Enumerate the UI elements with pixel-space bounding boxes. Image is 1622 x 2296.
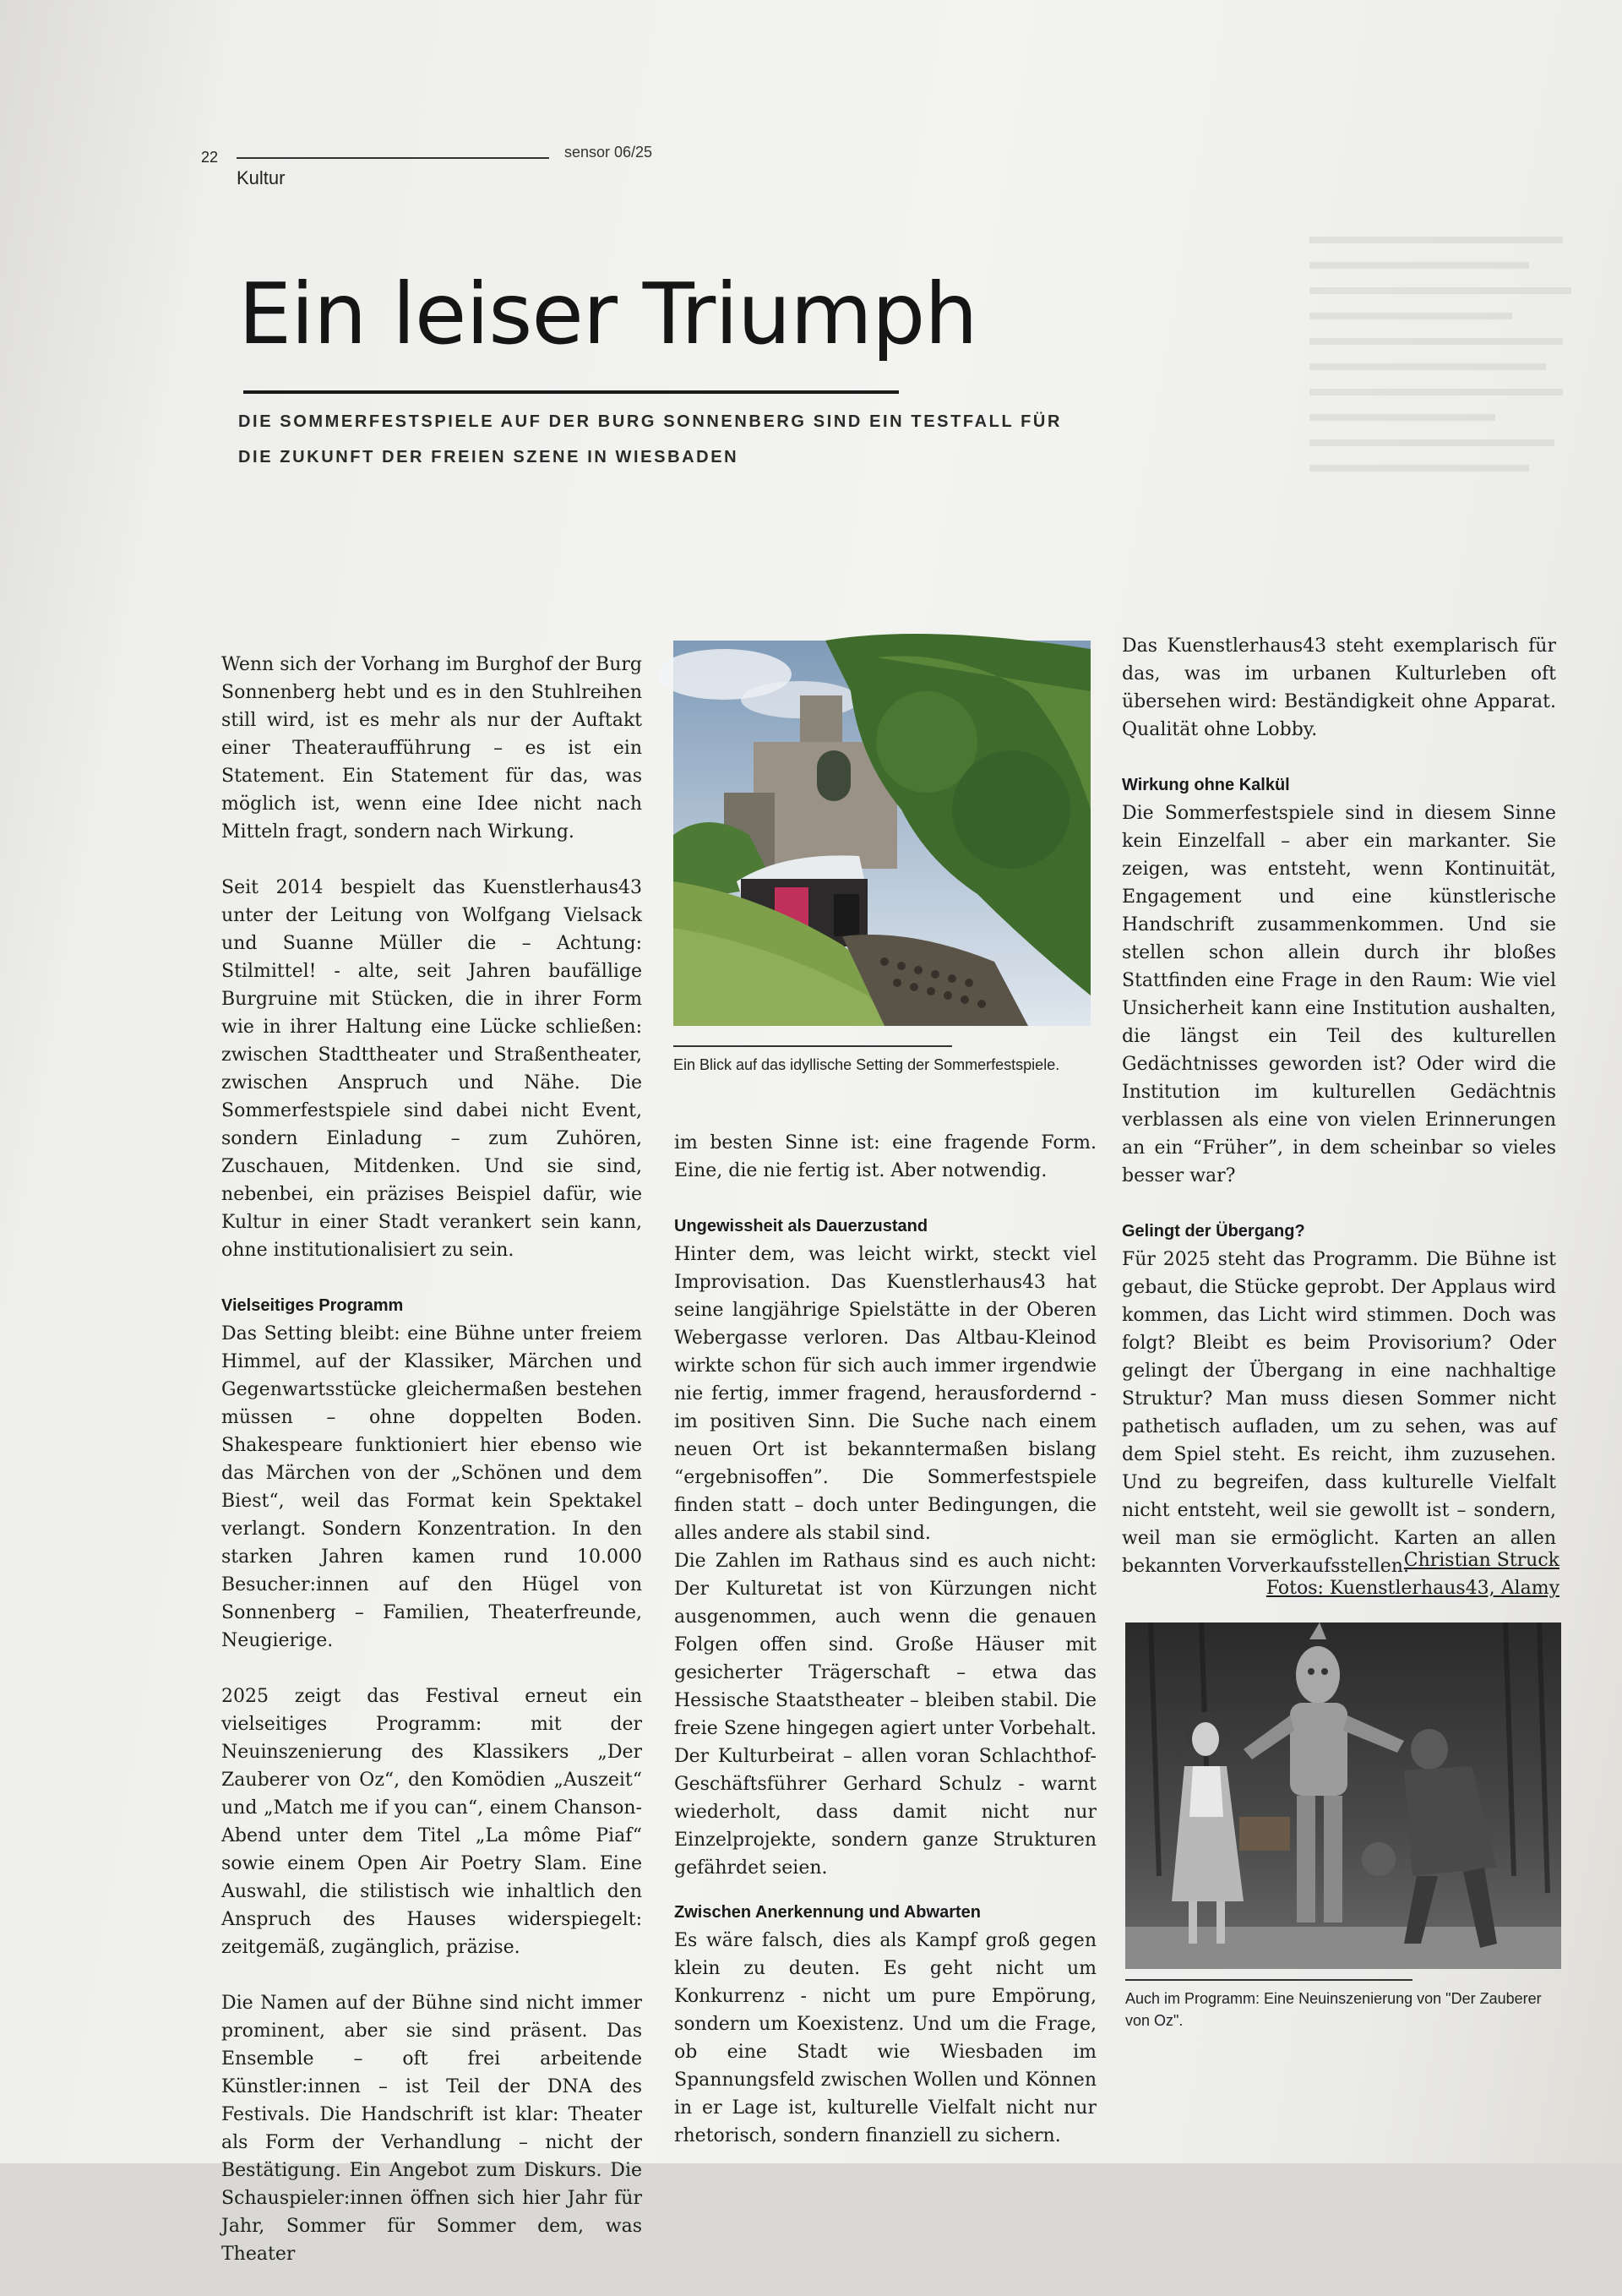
page-number: 22 — [201, 149, 219, 166]
paragraph: Wenn sich der Vorhang im Burghof der Burg Sonnenberg hebt und es in den Stuhlreihen still wird, ist es mehr als nur der Auftakt einer Theateraufführung – es ist ein Statement. Ein Statement für das, was möglich ist, wenn eine Idee nicht nach Mitteln fragt, sondern nach Wirkung. — [221, 654, 642, 843]
article-column-3 — [1122, 632, 1556, 1608]
caption-rule — [673, 1045, 952, 1047]
subheading: Vielseitiges Programm — [221, 1296, 404, 1315]
magazine-issue: sensor 06/25 — [564, 144, 653, 161]
article-headline: Ein leiser Triumph — [238, 265, 977, 363]
castle-stage-photo — [673, 641, 1091, 1026]
paragraph: 2025 zeigt das Festival erneut ein vielseitiges Programm: mit der Neuinszenierung des Klassikers „Der Zauberer von Oz“, den Komödien „Auszeit“ und „Match me if you can“, einem Chanson-Abend unter dem Titel „La môme Piaf“ sowie einem Open Air Poetry Slam. Eine Auswahl, die stilistisch wie inhaltlich den Anspruch des Hauses widerspiegelt: zeitgemäß, zugänglich, präzise. — [221, 1686, 642, 1958]
article-subtitle: DIE SOMMERFESTSPIELE AUF DER BURG SONNENBERG SIND EIN TESTFALL FÜR DIE ZUKUNFT DER FREIEN SZENE IN WIESBADEN — [238, 412, 1062, 466]
byline — [1183, 1546, 1559, 1602]
subheading: Ungewissheit als Dauerzustand — [674, 1217, 928, 1235]
subheading: Wirkung ohne Kalkül — [1122, 776, 1290, 794]
paragraph: Hinter dem, was leicht wirkt, steckt viel Improvisation. Das Kuenstlerhaus43 hat seine langjährige Spielstätte in der Oberen Webergasse verloren. Das Altbau-Kleinod wirkte schon für sich auch immer irgendwie nie fertig, immer fragend, herausfordernd - im positiven Sinn. Die Suche nach einem neuen Ort ist bekanntermaßen bislang “ergebnisoffen”. Die Sommerfestspiele finden statt – doch unter Bedingungen, die alles andere als stabil sind. — [674, 1244, 1097, 1544]
paragraph: Es wäre falsch, dies als Kampf groß gegen klein zu deuten. Es geht nicht um Konkurrenz - nicht um pure Empörung, sondern um Koexistenz. Und um die Frage, ob eine Stadt wie Wiesbaden im Spannungsfeld zwischen Wollen und Können in er Lage ist, kulturelle Vielfalt nicht nur rhetorisch, sondern finanziell zu sichern. — [674, 1930, 1097, 2146]
paragraph: Für 2025 steht das Programm. Die Bühne ist gebaut, die Stücke geprobt. Der Applaus wird kommen, das Licht wird stimmen. Doch was folgt? Bleibt es beim Provisorium? Oder gelingt der Übergang in eine nachhaltige Struktur? Man muss diesen Sommer nicht pathetisch aufladen, um zu sehen, was auf dem Spiel steht. Es reicht, ihm zuzusehen. Und zu begreifen, dass kulturelle Vielfalt nicht entsteht, weil sie gewollt ist – sondern, weil man sie ermöglicht. Karten an allen bekannten Vorverkaufsstellen. — [1122, 1249, 1556, 1577]
photo-caption: Auch im Programm: Eine Neuinszenierung von "Der Zauberer von Oz". — [1125, 1990, 1542, 2029]
header-rule — [237, 157, 549, 159]
article-column-1 — [221, 651, 642, 2296]
subheading: Gelingt der Übergang? — [1122, 1222, 1305, 1241]
section-label: Kultur — [237, 167, 286, 188]
photo-credit: Fotos: Kuenstlerhaus43, Alamy — [1265, 1578, 1559, 1599]
paragraph: Das Kuenstlerhaus43 steht exemplarisch für das, was im urbanen Kulturleben oft übersehen wird: Beständigkeit ohne Apparat. Qualität ohne Lobby. — [1122, 635, 1556, 740]
wizard-of-oz-photo — [1125, 1622, 1561, 1969]
paragraph: Die Zahlen im Rathaus sind es auch nicht: Der Kulturetat ist von Kürzungen nicht ausgenommen, auch wenn die genauen Folgen offen sind. Große Häuser mit gesicherter Trägerschaft – etwa das Hessische Staatstheater – bleiben stabil. Die freie Szene hingegen agiert unter Vorbehalt. Der Kulturbeirat – allen voran Schlachthof-Geschäftsführer Gerhard Schulz - warnt wiederholt, dass damit nicht nur Einzelprojekte, sondern ganze Strukturen gefährdet seien. — [674, 1551, 1097, 1879]
caption-rule — [1125, 1979, 1412, 1981]
paragraph: Seit 2014 bespielt das Kuenstlerhaus43 unter der Leitung von Wolfgang Vielsack und Suanne Müller die – Achtung: Stilmittel! - alte, seit Jahren baufällige Burgruine mit Stücken, die in ihrer Form wie in ihrer Haltung eine Lücke schließen: zwischen Stadttheater und Straßentheater, zwischen Anspruch und Nähe. Die Sommerfestspiele sind dabei nicht Event, sondern Einladung – zum Zuhören, Zuschauen, Mitdenken. Und sie sind, nebenbei, ein präzises Beispiel dafür, wie Kultur in einer Stadt verankert sein kann, ohne institutionalisiert zu sein. — [221, 877, 642, 1261]
show-through-texture — [1301, 220, 1605, 541]
article-column-2 — [674, 1129, 1097, 2167]
paragraph: Das Setting bleibt: eine Bühne unter freiem Himmel, auf der Klassiker, Märchen und Gegenwartsstücke gleichermaßen bestehen müssen – ohne doppelten Boden. Shakespeare funktioniert hier ebenso wie das Märchen von der „Schönen und dem Biest“, weil das Format kein Spektakel verlangt. Sondern Konzentration. In den starken Jahren kamen rund 10.000 Besucher:innen auf den Hügel von Sonnenberg – Familien, Theaterfreunde, Neugierige. — [221, 1323, 642, 1651]
subheading: Zwischen Anerkennung und Abwarten — [674, 1903, 981, 1922]
paragraph: Die Namen auf der Bühne sind nicht immer prominent, aber sie sind präsent. Das Ensemble – oft frei arbeitende Künstler:innen – ist Teil der DNA des Festivals. Die Handschrift ist klar: Theater als Form der Verhandlung – nicht der Bestätigung. Ein Angebot zum Diskurs. Die Schauspieler:innen öffnen sich hier Jahr für Jahr, Sommer für Sommer dem, was Theater — [221, 1993, 642, 2265]
author-name: Christian Struck — [1403, 1550, 1559, 1571]
paragraph: im besten Sinne ist: eine fragende Form. Eine, die nie fertig ist. Aber notwendig. — [674, 1132, 1097, 1181]
paragraph: Die Sommerfestspiele sind in diesem Sinne kein Einzelfall – aber ein markanter. Sie zeigen, was entsteht, wenn Kontinuität, Engagement und eine künstlerische Handschrift zusammenkommen. Und sie stellen schon allein durch ihr bloßes Stattfinden eine Frage in den Raum: Wie viel Unsicherheit kann eine Institution aushalten, die längst ein Teil des kulturellen Gedächtnisses geworden ist? Oder wird die Institution im kulturellen Gedächtnis verblassen als eine von vielen Erinnerungen an ein “Früher”, in dem scheinbar so vieles besser war? — [1122, 803, 1556, 1186]
headline-rule — [243, 390, 899, 394]
photo-caption: Ein Blick auf das idyllische Setting der Sommerfestspiele. — [673, 1056, 1060, 1073]
